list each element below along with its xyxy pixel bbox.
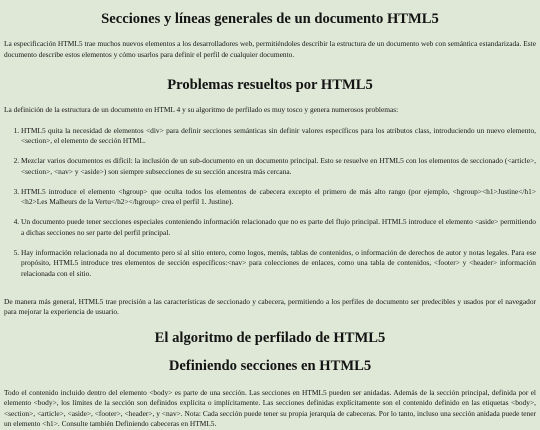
intro-paragraph: La especificación HTML5 trae muchos nuevos elementos a los desarrolladores web, permitiéndoles describir la estructura de un documento web con semántica estandarizada. Este documento describe estos elementos y cómo usarlos para definir el perfil de cualquier documento. <box>4 39 536 59</box>
list-item: 5. Hay información relacionada no al documento pero sí al sitio entero, como logos, menús, tablas de contenidos, o información de derechos de autor y notas legales. Para ese propósito, HTML5 introduce tres elementos de sección específicos:<nav> para colecciones de enlaces, como una tabla de contenidos, <footer> y <header> información relacionada con el sitio. <box>21 248 536 280</box>
list-item: 4. Un documento puede tener secciones especiales conteniendo información relacionado que no es parte del flujo principal. HTML5 introduce el elemento <aside> permitiendo a dichas secciones no ser parte del perfil principal. <box>21 217 536 238</box>
algorithm-heading: El algoritmo de perfilado de HTML5 <box>154 329 386 346</box>
list-item: 3. HTML5 introduce el elemento <hgroup> que oculta todos los elementos de cabecera excepto el primero de más alto rango (por ejemplo, <hgroup><h1>Justine</h1><h2>Les Malheurs de la Vertu</h2></hgroup> crea el perfil 1. Justine). <box>21 187 536 208</box>
problems-list <box>4 126 536 280</box>
defining-sections-heading: Definiendo secciones en HTML5 <box>168 357 372 374</box>
list-item: 2. Mezclar varios documentos es difícil: la inclusión de un sub-documento en un documento principal. Esto se resuelve en HTML5 con los elementos de seccionado (<article>, <section>, <nav> y <aside>) son siempre subsecciones de su sección ancestra más cercana. <box>21 156 536 177</box>
definition-paragraph: La definición de la estructura de un documento en HTML 4 y su algoritmo de perfilado es muy tosco y genera numerosos problemas: <box>4 105 399 115</box>
summary-paragraph: De manera más general, HTML5 trae precisión a las características de seccionado y cabecera, permitiendo a los perfiles de documento ser predecibles y usados por el navegador para mejorar la experiencia de usuario. <box>4 296 536 317</box>
list-item: 1. HTML5 quita la necesidad de elementos <div> para definir secciones semánticas sin definir valores específicos para los atributos class, introduciendo un nuevo elemento, <section>, el elemento de sección HTML. <box>21 126 536 147</box>
page-title: Secciones y líneas generales de un documento HTML5 <box>101 11 439 27</box>
content-paragraph: Todo el contenido incluido dentro del elemento <body> es parte de una sección. Las secciones en HTML5 pueden ser anidadas. Además de la sección principal, definida por el elemento <body>, los límites de la sección son definidos explícita o implícitamente. Las secciones definidas explícitamente son el contenido definido en las etiquetas <body>, <section>, <article>, <aside>, <footer>, <header>, y <nav>. Nota: Cada sección puede tener su propia jerarquía de cabeceras. Por lo tanto, incluso una sección anidada puede tener un elemento <h1>. Consulte también Definiendo cabeceras en HTML5. <box>4 387 536 429</box>
problems-heading: Problemas resueltos por HTML5 <box>167 77 373 94</box>
